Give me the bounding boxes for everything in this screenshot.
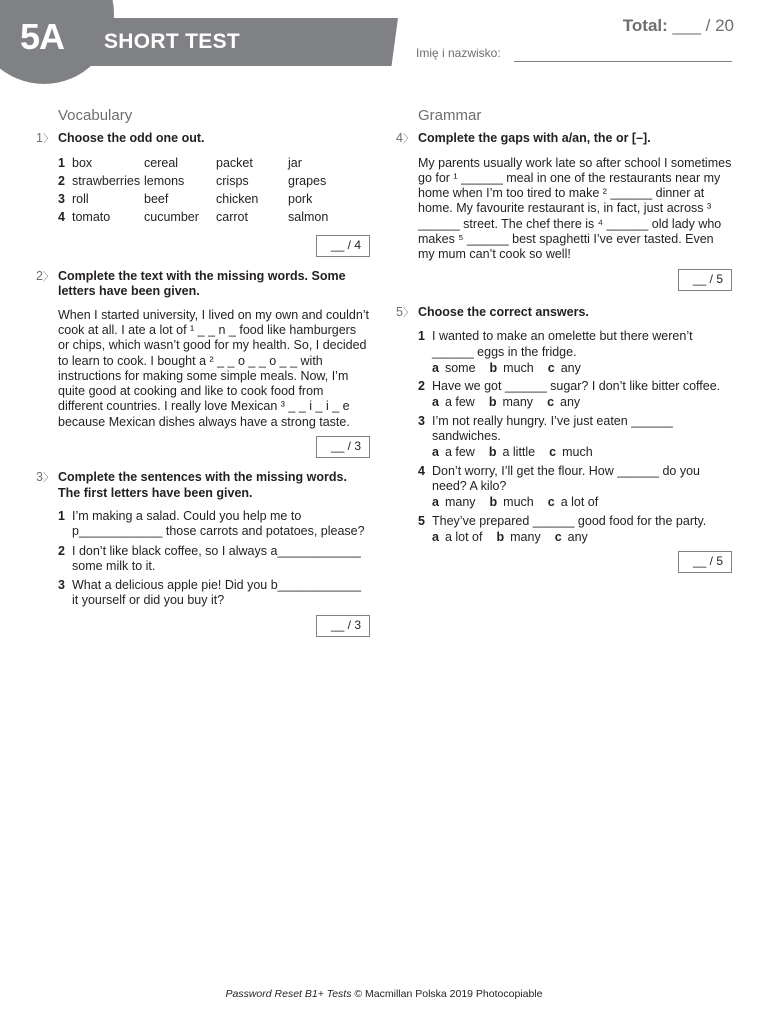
item-text: They’ve prepared ______ good food for the party. (432, 513, 707, 528)
item-number: 3 (418, 413, 425, 428)
total-label: Total: (622, 16, 668, 35)
vocab-word[interactable]: strawberries (72, 173, 141, 188)
grammar-column (396, 108, 732, 573)
option-letter: a (432, 395, 439, 410)
vocab-row (58, 210, 360, 228)
task-2-heading (36, 269, 370, 300)
option-letter: c (547, 495, 555, 510)
task-1-heading (36, 131, 370, 147)
item-number: 1 (418, 329, 425, 344)
row-number: 2 (58, 173, 65, 188)
answer-options (432, 495, 732, 510)
odd-one-out-table (58, 156, 360, 229)
item-number: 2 (418, 379, 425, 394)
item-text[interactable]: I don’t like black coffee, so I always a____________ some milk to it. (72, 543, 361, 573)
option-letter: c (549, 445, 557, 460)
row-number: 3 (58, 192, 65, 207)
score-box[interactable]: __ / 3 (316, 615, 370, 637)
page-footer (0, 988, 768, 1000)
answer-option[interactable]: much (503, 360, 534, 375)
answer-option[interactable]: some (444, 360, 476, 375)
option-letter: a (432, 529, 439, 544)
item-number: 4 (418, 463, 425, 478)
vocab-row (58, 174, 360, 192)
question-item (418, 379, 732, 394)
answer-option[interactable]: a few (444, 445, 475, 460)
option-letter: a (432, 360, 439, 375)
vocabulary-title: Vocabulary (58, 107, 133, 124)
item-number: 1 (58, 508, 65, 523)
task-5-heading (396, 305, 732, 321)
total-score (623, 16, 734, 36)
answer-option[interactable]: much (503, 495, 534, 510)
task-4-heading (396, 131, 732, 147)
question-item (418, 329, 732, 360)
task-4-text: My parents usually work late so after school I sometimes go for ¹ ______ meal in one of the restaurants near my home when I’m too tired to make ² ______ dinner at home. My favourite restaurant is, in fact, just across ³ ______ street. The chef there is ⁴ ______ old lady who makes ⁵ ______ best spaghetti I’ve ever tasted. Even my mum can’t cook so well! (418, 155, 732, 262)
task-number: 4〉 (396, 131, 414, 146)
footer-book-title: Password Reset B1+ Tests (225, 988, 352, 1000)
vocab-word[interactable]: crisps (216, 173, 249, 188)
option-letter: c (554, 529, 562, 544)
name-field[interactable] (514, 61, 732, 62)
question-item (418, 464, 732, 495)
answer-options (432, 361, 732, 376)
vocab-word[interactable]: grapes (288, 173, 327, 188)
vocab-word[interactable]: pork (288, 192, 313, 207)
vocab-word[interactable]: box (72, 155, 93, 170)
option-letter: b (496, 529, 505, 544)
name-label: Imię i nazwisko: (416, 46, 501, 60)
unit-number: 5A (20, 16, 65, 57)
sentence-item (58, 578, 370, 609)
item-number: 5 (418, 513, 425, 528)
row-number: 1 (58, 155, 65, 170)
task-number: 1〉 (36, 131, 54, 146)
option-letter: b (488, 395, 497, 410)
item-text: I’m not really hungry. I’ve just eaten ______ sandwiches. (432, 413, 673, 444)
item-text: Have we got ______ sugar? I don’t like bitter coffee. (432, 379, 721, 394)
option-letter: a (432, 495, 439, 510)
answer-option[interactable]: much (562, 445, 593, 460)
answer-option[interactable]: many (444, 495, 476, 510)
task-5-items (418, 329, 732, 545)
option-letter: b (488, 445, 497, 460)
grammar-title: Grammar (418, 107, 482, 124)
answer-option[interactable]: any (560, 395, 581, 410)
answer-option[interactable]: many (502, 395, 534, 410)
answer-option[interactable]: any (560, 360, 581, 375)
vocab-row (58, 192, 360, 210)
question-item (418, 414, 732, 445)
score-box[interactable]: __ / 5 (678, 269, 732, 291)
item-text[interactable]: I’m making a salad. Could you help me to p____________ those carrots and potatoes, please? (72, 508, 365, 539)
option-letter: c (547, 395, 555, 410)
item-text[interactable]: What a delicious apple pie! Did you b____________ it yourself or did you buy it? (72, 578, 362, 608)
option-letter: b (489, 360, 498, 375)
task-2-text: When I started university, I lived on my own and couldn’t cook at all. I ate a lot of ¹ _ _ n _ food like hamburgers or chips, which wasn’t good for my health. So, I decided to learn to cook. I bought a ² _ _ o _ _ o _ _ with instructions for making some simple meals. Now, I’m quite good at cooking and like to cook food from different countries. I really love Mexican ³ _ _ i _ i _ e because Mexican dishes always have a strong taste. (58, 307, 370, 429)
answer-options (432, 530, 732, 545)
vocab-word[interactable]: tomato (72, 210, 111, 225)
vocab-row (58, 156, 360, 174)
page-title: SHORT TEST (104, 30, 241, 53)
answer-option[interactable]: any (567, 529, 588, 544)
sentence-item (58, 509, 370, 540)
option-letter: a (432, 445, 439, 460)
task-number: 2〉 (36, 269, 54, 284)
score-box[interactable]: __ / 3 (316, 436, 370, 458)
option-letter: c (547, 360, 555, 375)
vocab-word[interactable]: roll (72, 192, 89, 207)
vocab-word[interactable]: beef (144, 192, 169, 207)
vocab-word[interactable]: packet (216, 155, 253, 170)
item-number: 3 (58, 578, 65, 593)
task-instruction: Complete the gaps with a/an, the or [–]. (418, 131, 651, 146)
vocabulary-column (36, 108, 370, 637)
task-number: 3〉 (36, 470, 54, 485)
item-text: Don’t worry, I’ll get the flour. How ______ do you need? A kilo? (432, 463, 700, 493)
question-item (418, 514, 732, 529)
score-box[interactable]: __ / 5 (678, 551, 732, 573)
vocab-word[interactable]: jar (288, 155, 302, 170)
task-3-items (58, 509, 370, 609)
total-value: ___ / 20 (672, 16, 734, 35)
footer-copyright: © Macmillan Polska 2019 Photocopiable (354, 988, 543, 1000)
option-letter: b (489, 495, 498, 510)
answer-option[interactable]: a little (502, 445, 536, 460)
vocab-word[interactable]: cucumber (144, 210, 199, 225)
answer-option[interactable]: a lot of (560, 495, 599, 510)
sentence-item (58, 544, 370, 575)
task-instruction: Choose the odd one out. (58, 131, 205, 146)
answer-option[interactable]: a lot of (444, 529, 483, 544)
task-instruction: Complete the text with the missing words. Some letters have been given. (58, 269, 346, 299)
task-instruction: Complete the sentences with the missing words. The first letters have been given. (58, 470, 347, 500)
vocab-word[interactable]: carrot (216, 210, 248, 225)
vocab-word[interactable]: lemons (144, 173, 185, 188)
vocab-word[interactable]: chicken (216, 192, 259, 207)
answer-option[interactable]: many (510, 529, 541, 544)
score-box[interactable]: __ / 4 (316, 235, 370, 257)
answer-option[interactable]: a few (444, 395, 475, 410)
task-number: 5〉 (396, 304, 414, 319)
vocab-word[interactable]: cereal (144, 155, 179, 170)
vocab-word[interactable]: salmon (288, 210, 329, 225)
task-instruction: Choose the correct answers. (418, 304, 589, 319)
task-3-heading (36, 470, 370, 501)
row-number: 4 (58, 210, 65, 225)
item-number: 2 (58, 543, 65, 558)
answer-options (432, 395, 732, 410)
item-text: I wanted to make an omelette but there weren’t ______ eggs in the fridge. (432, 329, 693, 359)
answer-options (432, 445, 732, 460)
